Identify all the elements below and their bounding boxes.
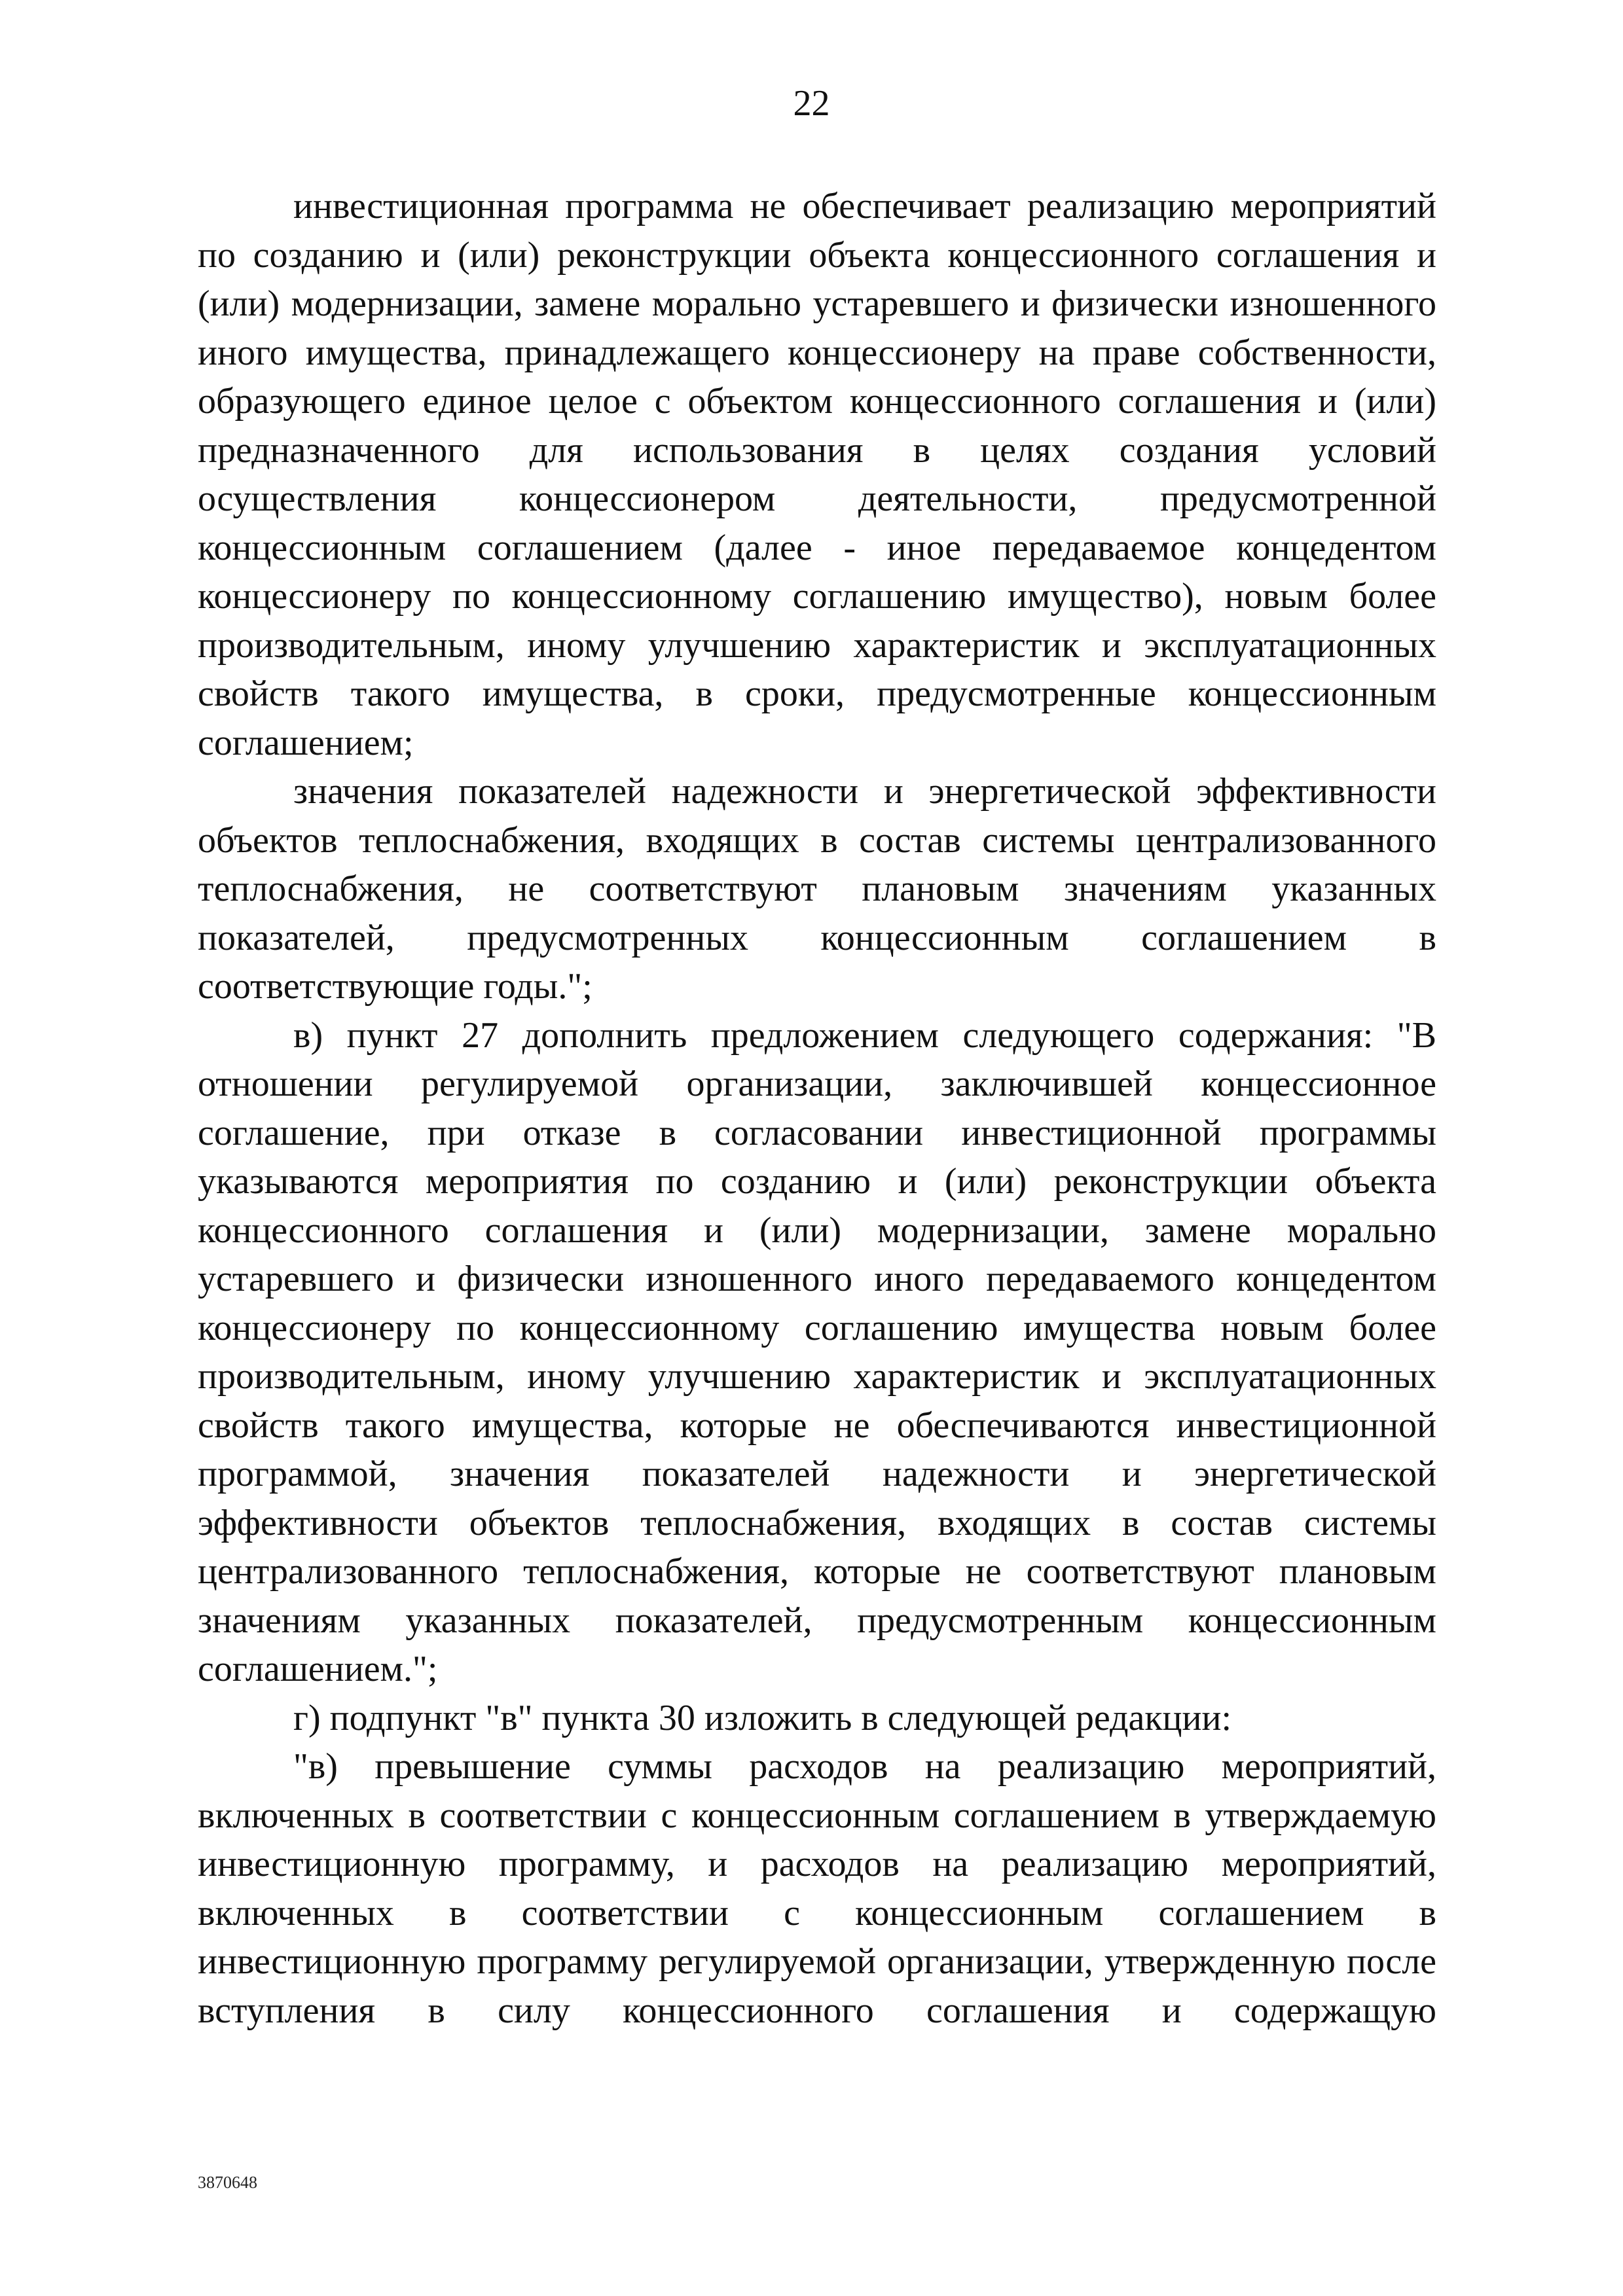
page-number: 22 [793, 83, 830, 124]
paragraph: инвестиционная программа не обеспечивает реализацию мероприятий по созданию и (или) реконструкции объекта концессионного соглашения и (или) модернизации, замене морально устаревшего и физически изношенного иного имущества, принадлежащего концессионеру на праве собственности, образующего единое целое с объектом концессионного соглашения и (или) предназначенного для использования в целях создания условий осуществления концессионером деятельности, предусмотренной концессионным соглашением (далее - иное передаваемое концедентом концессионеру по концессионному соглашению имущество), новым более производительным, иному улучшению характеристик и эксплуатационных свойств такого имущества, в сроки, предусмотренные концессионным соглашением; [198, 186, 1436, 763]
paragraph: "в) превышение суммы расходов на реализацию мероприятий, включенных в соответствии с концессионным соглашением в утверждаемую инвестиционную программу, и расходов на реализацию мероприятий, включенных в соответствии с концессионным соглашением в инвестиционную программу регулируемой организации, утвержденную после вступления в силу концессионного соглашения и содержащую [198, 1746, 1436, 2031]
document-code: 3870648 [198, 2173, 257, 2192]
document-body [198, 182, 1436, 2035]
paragraph: значения показателей надежности и энергетической эффективности объектов теплоснабжения, входящих в состав системы централизованного теплоснабжения, не соответствуют плановым значениям указанных показателей, предусмотренных концессионным соглашением в соответствующие годы."; [198, 771, 1436, 1007]
paragraph: в) пункт 27 дополнить предложением следующего содержания: "В отношении регулируемой организации, заключившей концессионное соглашение, при отказе в согласовании инвестиционной программы указываются мероприятия по созданию и (или) реконструкции объекта концессионного соглашения и (или) модернизации, замене морально устаревшего и физически изношенного иного передаваемого концедентом концессионеру по концессионному соглашению имущества новым более производительным, иному улучшению характеристик и эксплуатационных свойств такого имущества, которые не обеспечиваются инвестиционной программой, значения показателей надежности и энергетической эффективности объектов теплоснабжения, входящих в состав системы централизованного теплоснабжения, которые не соответствуют плановым значениям указанных показателей, предусмотренным концессионным соглашением."; [198, 1014, 1436, 1689]
paragraph: г) подпункт "в" пункта 30 изложить в следующей редакции: [293, 1697, 1232, 1738]
